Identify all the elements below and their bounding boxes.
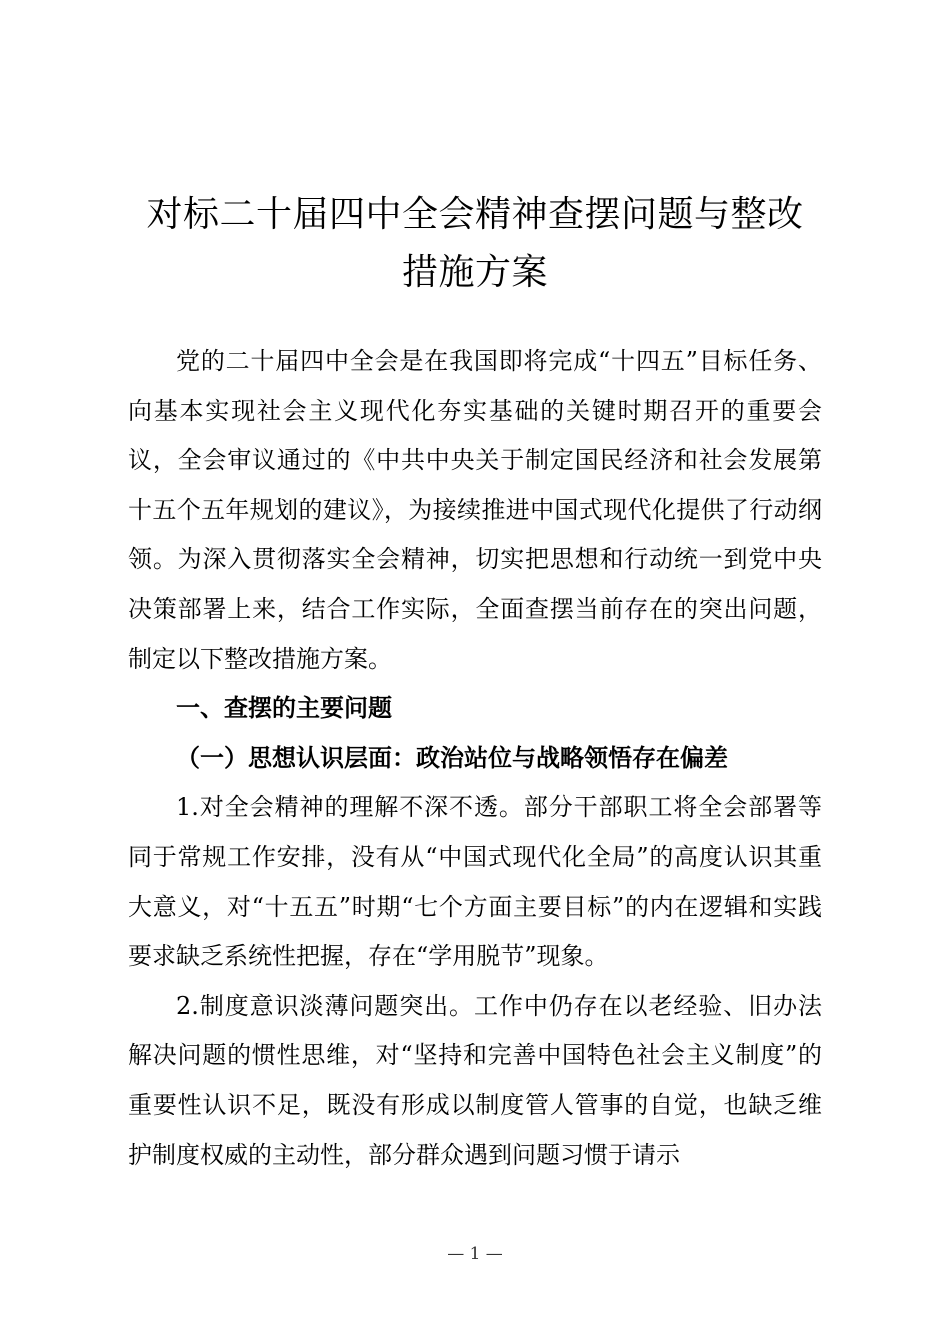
intro-paragraph: 党的二十届四中全会是在我国即将完成“十四五”目标任务、向基本实现社会主义现代化夯实基础的关键时期召开的重要会议，全会审议通过的《中共中央关于制定国民经济和社会发展第十五个五年规划的建议》，为接续推进中国式现代化提供了行动纲领。为深入贯彻落实全会精神，切实把思想和行动统一到党中央决策部署上来，结合工作实际，全面查摆当前存在的突出问题，制定以下整改措施方案。 — [128, 347, 822, 673]
page-number: — 1 — — [447, 1244, 503, 1264]
subsection-heading-1: （一）思想认识层面：政治站位与战略领悟存在偏差 — [176, 743, 728, 772]
title-line-2: 措施方案 — [401, 252, 548, 293]
title-line-1: 对标二十届四中全会精神查摆问题与整改 — [146, 194, 804, 235]
section-heading-1: 一、查摆的主要问题 — [176, 694, 392, 723]
document-title — [120, 186, 830, 302]
problem-item-2: 2.制度意识淡薄问题突出。工作中仍存在以老经验、旧办法解决问题的惯性思维，对“坚持和完善中国特色社会主义制度”的重要性认识不足，既没有形成以制度管人管事的自觉，也缺乏维护制度权威的主动性，部分群众遇到问题习惯于请示 — [128, 991, 822, 1169]
problem-item-1: 1.对全会精神的理解不深不透。部分干部职工将全会部署等同于常规工作安排，没有从“中国式现代化全局”的高度认识其重大意义，对“十五五”时期“七个方面主要目标”的内在逻辑和实践要求缺乏系统性把握，存在“学用脱节”现象。 — [128, 793, 822, 971]
document-body — [128, 337, 822, 1180]
